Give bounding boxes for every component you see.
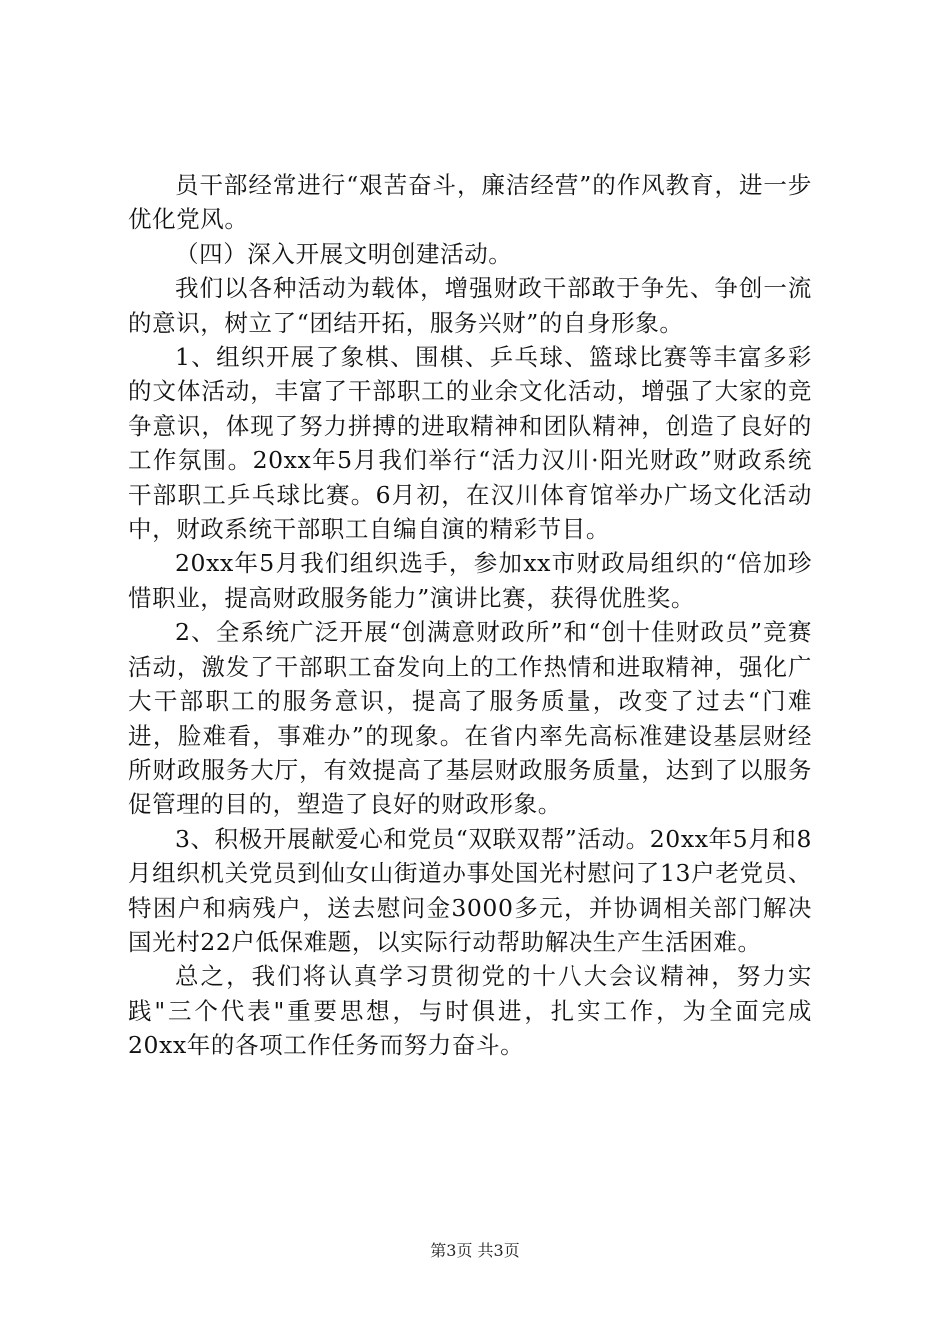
- paragraph-section-heading: （四）深入开展文明创建活动。: [175, 239, 513, 268]
- paragraph-conclusion: 总之，我们将认真学习贯彻党的十八大会议精神，努力实践"三个代表"重要思想，与时俱进，扎实工作，为全面完成20xx年的各项工作任务而努力奋斗。: [128, 962, 812, 1060]
- page-footer: [0, 1241, 950, 1261]
- paragraph-item-1: 1、组织开展了象棋、围棋、乒乓球、篮球比赛等丰富多彩的文体活动，丰富了干部职工的业余文化活动，增强了大家的竞争意识，体现了努力拼搏的进取精神和团队精神，创造了良好的工作氛围。20xx年5月我们举行“活力汉川·阳光财政”财政系统干部职工乒乓球比赛。6月初，在汉川体育馆举办广场文化活动中，财政系统干部职工自编自演的精彩节目。: [128, 343, 812, 544]
- paragraph-activities-intro: 我们以各种活动为载体，增强财政干部敢于争先、争创一流的意识，树立了“团结开拓，服务兴财”的自身形象。: [128, 274, 812, 337]
- paragraph-item-2: 2、全系统广泛开展“创满意财政所”和“创十佳财政员”竞赛活动，激发了干部职工奋发向上的工作热情和进取精神，强化广大干部职工的服务意识，提高了服务质量，改变了过去“门难进，脸难看，事难办”的现象。在省内率先高标准建设基层财经所财政服务大厅，有效提高了基层财政服务质量，达到了以服务促管理的目的，塑造了良好的财政形象。: [128, 618, 812, 819]
- paragraph-party-style: 员干部经常进行“艰苦奋斗，廉洁经营”的作风教育，进一步优化党风。: [128, 171, 812, 234]
- paragraph-item-3: 3、积极开展献爱心和党员“双联双帮”活动。20xx年5月和8月组织机关党员到仙女山街道办事处国光村慰问了13户老党员、特困户和病残户，送去慰问金3000多元，并协调相关部门解决国光村22户低保难题，以实际行动帮助解决生产生活困难。: [128, 824, 812, 956]
- document-body: [128, 168, 812, 1063]
- page-number-label: 第3页 共3页: [430, 1241, 520, 1260]
- paragraph-speech-contest: 20xx年5月我们组织选手，参加xx市财政局组织的“倍加珍惜职业，提高财政服务能力”演讲比赛，获得优胜奖。: [128, 549, 812, 612]
